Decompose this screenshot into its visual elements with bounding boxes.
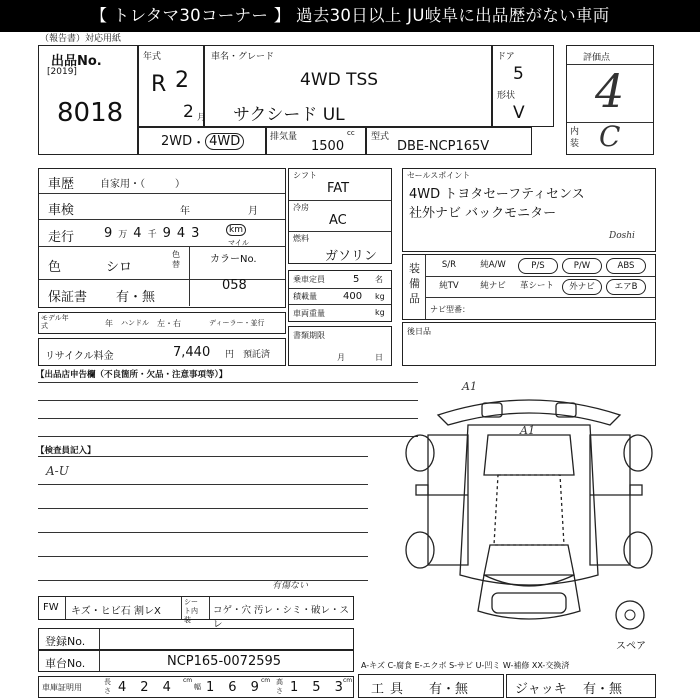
interior-value: C <box>599 120 621 153</box>
post-notes-box <box>402 322 656 366</box>
dealer-value: ディーラー・並行 <box>209 319 265 327</box>
wheel-rear-left <box>406 435 434 471</box>
year-value: 2 <box>175 68 189 93</box>
door-value: 5 <box>513 64 524 84</box>
engine-value: 1500 <box>311 139 345 154</box>
mileage-label: 走行 <box>48 230 75 245</box>
roof-panel <box>494 475 564 545</box>
equipment-row1-item: 純A/W <box>480 260 506 270</box>
mileage-u2: 千 <box>147 230 157 240</box>
fuel-label: 燃料 <box>293 234 309 243</box>
wheel-front-left <box>406 532 434 568</box>
expiry-month-unit: 月 <box>337 353 345 362</box>
tools-value: 有・無 <box>429 682 469 697</box>
weight-label: 車両重量 <box>293 309 325 318</box>
sales-point-sign: Doshi <box>609 231 635 241</box>
year-month: 2 <box>183 102 194 122</box>
year-era: R <box>151 72 167 97</box>
header-note: （報告書）対応用紙 <box>40 34 122 44</box>
drive-4wd: 4WD <box>205 133 244 150</box>
lot-label: 出品No. <box>51 54 102 69</box>
recycle-label: リサイクル料金 <box>45 351 114 362</box>
recycle-note: 預託済 <box>243 350 271 360</box>
mileage-mile: マイル <box>228 239 249 247</box>
registration-box <box>38 628 354 650</box>
equipment-row1-item: ABS <box>606 258 646 274</box>
wheel-front-right <box>624 532 652 568</box>
sales-point-label: セールスポイント <box>407 171 471 180</box>
dims-length-unit: cm <box>183 677 193 684</box>
year-box <box>138 45 207 127</box>
inspection-label: 車検 <box>48 203 75 218</box>
engine-box <box>266 127 366 155</box>
seller-notes-label: 【出品店申告欄（不良箇所・欠品・注意事項等）】 <box>36 370 228 380</box>
capacity-label: 乗車定員 <box>293 275 325 284</box>
model-box <box>366 127 532 155</box>
mileage-d2: 4 <box>133 226 142 241</box>
recycle-value: 7,440 <box>173 345 211 360</box>
shape-value: V <box>513 103 525 123</box>
expiry-label: 書類期限 <box>293 331 325 340</box>
inspection-year-unit: 年 <box>180 206 190 217</box>
jack-box <box>506 674 656 698</box>
dims-height-d1: 1 <box>290 680 299 695</box>
shift-label: シフト <box>293 171 317 180</box>
model-value: DBE-NCP165V <box>397 139 490 154</box>
body-outline <box>460 425 598 585</box>
door-label: ドア <box>497 52 515 62</box>
recycle-unit: 円 <box>225 350 235 360</box>
post-notes-label: 後日品 <box>407 327 431 336</box>
wheel-rear-right <box>624 435 652 471</box>
mileage-value <box>104 226 199 241</box>
equipment-row2-item: 純TV <box>439 281 459 291</box>
mirror-left <box>416 485 428 495</box>
equipment-label: 装備品 <box>409 262 420 305</box>
expiry-day-unit: 日 <box>375 353 383 362</box>
load-value: 400 <box>343 291 363 302</box>
drive-2wd: 2WD <box>161 134 193 149</box>
equipment-row2-item: 外ナビ <box>562 279 602 295</box>
equipment-row1-item: P/W <box>562 258 602 274</box>
mileage-d4: 4 <box>176 226 186 241</box>
fuel-value: ガソリン <box>325 249 378 264</box>
dims-width <box>206 680 259 695</box>
capacity-unit: 名 <box>375 275 383 284</box>
warranty-value: 有・無 <box>116 290 156 305</box>
condition-fw-label: FW <box>43 602 59 613</box>
sales-point-line2: 社外ナビ バックモニター <box>409 206 557 221</box>
load-unit: kg <box>375 292 385 301</box>
color-label: 色 <box>48 260 62 275</box>
car-name: サクシード UL <box>233 105 345 125</box>
year-month-unit: 月 <box>197 113 207 123</box>
color-code-label: カラーNo. <box>210 254 257 265</box>
dims-length <box>118 680 171 695</box>
car-damage-diagram <box>398 375 660 635</box>
dims-label: 車庫証明用 <box>42 683 82 692</box>
car-name-box <box>204 45 492 127</box>
spare-label: スペア <box>616 641 646 652</box>
tools-label: 工具 <box>371 682 410 697</box>
color-value: シロ <box>106 260 133 275</box>
color-sub-label: 色替 <box>172 250 180 269</box>
mileage-d3: 9 <box>162 226 171 241</box>
dims-height-d2: 5 <box>312 680 321 695</box>
car-grade: 4WD TSS <box>300 70 379 90</box>
rear-bumper <box>438 400 620 425</box>
dims-width-unit: cm <box>261 677 271 684</box>
dims-height-unit: cm <box>343 677 353 684</box>
history-value: 自家用・（ ） <box>100 179 185 190</box>
engine-unit: cc <box>347 129 355 137</box>
drive-box <box>138 127 266 155</box>
load-label: 積載量 <box>293 292 317 301</box>
equipment-row2-item: 純ナビ <box>480 281 506 291</box>
aircon-label: 冷房 <box>293 203 309 212</box>
equipment-row2-item: エアB <box>606 279 646 295</box>
dims-width-d1: 1 <box>206 680 215 695</box>
interior-label: 内装 <box>570 127 580 149</box>
car-name-label: 車名・グレード <box>211 52 275 62</box>
inspection-month-unit: 月 <box>248 206 258 217</box>
condition-fw-items: キズ・ヒビ石 割レX <box>71 606 161 617</box>
grille <box>492 593 566 613</box>
chassis-box <box>38 650 354 672</box>
door-box <box>492 45 554 127</box>
diagram-mark-roof: A1 <box>520 424 535 437</box>
shift-value: FAT <box>327 181 350 196</box>
model-year-unit: 年 <box>105 319 113 328</box>
jack-label: ジャッキ <box>515 682 567 697</box>
inspector-label: 【検査員記入】 <box>36 446 96 456</box>
dims-length-d1: 4 <box>118 680 127 695</box>
mirror-right <box>630 485 642 495</box>
handle-label: ハンドル <box>121 319 149 327</box>
recycle-box <box>38 338 286 366</box>
lot-year-stamp: [2019] <box>47 67 77 77</box>
dims-width-label: 幅 <box>194 683 201 691</box>
lot-number: 8018 <box>57 98 124 128</box>
drive-dot: ・ <box>192 136 206 151</box>
jack-value: 有・無 <box>583 682 623 697</box>
chassis-label: 車台No. <box>45 657 86 670</box>
model-year-label: モデル年式 <box>41 314 69 330</box>
sales-point-line1: 4WD トヨタセーフティセンス <box>409 187 585 202</box>
sales-point-box <box>402 168 656 252</box>
tools-box <box>358 674 504 698</box>
dims-length-d2: 2 <box>140 680 149 695</box>
spare-tire-hub <box>625 610 635 620</box>
dims-length-label: 長さ <box>104 678 111 695</box>
diagram-mark-top: A1 <box>462 380 477 393</box>
equipment-row2-item: 革シート <box>519 281 554 291</box>
equipment-row1-item: P/S <box>518 258 558 274</box>
model-label: 型式 <box>371 132 390 142</box>
capacity-box <box>288 270 392 322</box>
capacity-value: 5 <box>353 274 360 285</box>
engine-label: 排気量 <box>270 132 298 142</box>
expiry-box <box>288 326 392 366</box>
score-value: 4 <box>595 64 625 118</box>
history-label: 車歴 <box>48 177 75 192</box>
equipment-row1-item: S/R <box>441 260 457 270</box>
dims-width-d2: 6 <box>228 680 237 695</box>
dims-height-label: 高さ <box>276 678 283 695</box>
registration-label: 登録No. <box>45 635 86 648</box>
spec-box <box>288 168 392 264</box>
warranty-label: 保証書 <box>48 290 88 305</box>
mileage-u1: 万 <box>118 230 128 240</box>
navi-label: ナビ型番： <box>430 305 470 314</box>
banner: 【 トレタマ30コーナー 】 過去30日以上 JU岐阜に出品歴がない車両 <box>0 0 700 32</box>
dims-height <box>290 680 343 695</box>
score-box <box>566 45 654 155</box>
windshield <box>484 545 574 575</box>
mileage-d1: 9 <box>104 226 113 241</box>
dims-width-d3: 9 <box>250 680 259 695</box>
inspector-note: A-U <box>46 464 69 478</box>
mileage-km: km <box>226 224 246 236</box>
rear-window <box>484 435 574 475</box>
score-label: 評価点 <box>583 53 611 63</box>
condition-seat-items: コゲ・穴 汚レ・シミ・破レ・スレ <box>213 605 350 630</box>
handle-value: 左・右 <box>157 319 181 328</box>
shape-label: 形状 <box>497 91 516 101</box>
condition-seat-label: シート内装 <box>184 598 198 624</box>
condition-annotation: 有傷ない <box>272 581 309 591</box>
damage-legend: A-キズ C-腐食 E-エクボ S-サビ U-凹ミ W-補修 XX-交換済 <box>361 661 570 670</box>
spare-tire <box>616 601 644 629</box>
weight-unit: kg <box>375 308 385 317</box>
dims-length-d3: 4 <box>162 680 171 695</box>
color-code: 058 <box>222 278 247 293</box>
year-label: 年式 <box>143 52 162 62</box>
condition-box <box>38 596 354 630</box>
chassis-value: NCP165-0072595 <box>167 654 282 669</box>
model-year-box <box>38 312 286 334</box>
aircon-value: AC <box>329 213 347 228</box>
lot-box <box>38 45 138 155</box>
mileage-d5: 3 <box>191 226 200 241</box>
dims-height-d3: 3 <box>334 680 343 695</box>
